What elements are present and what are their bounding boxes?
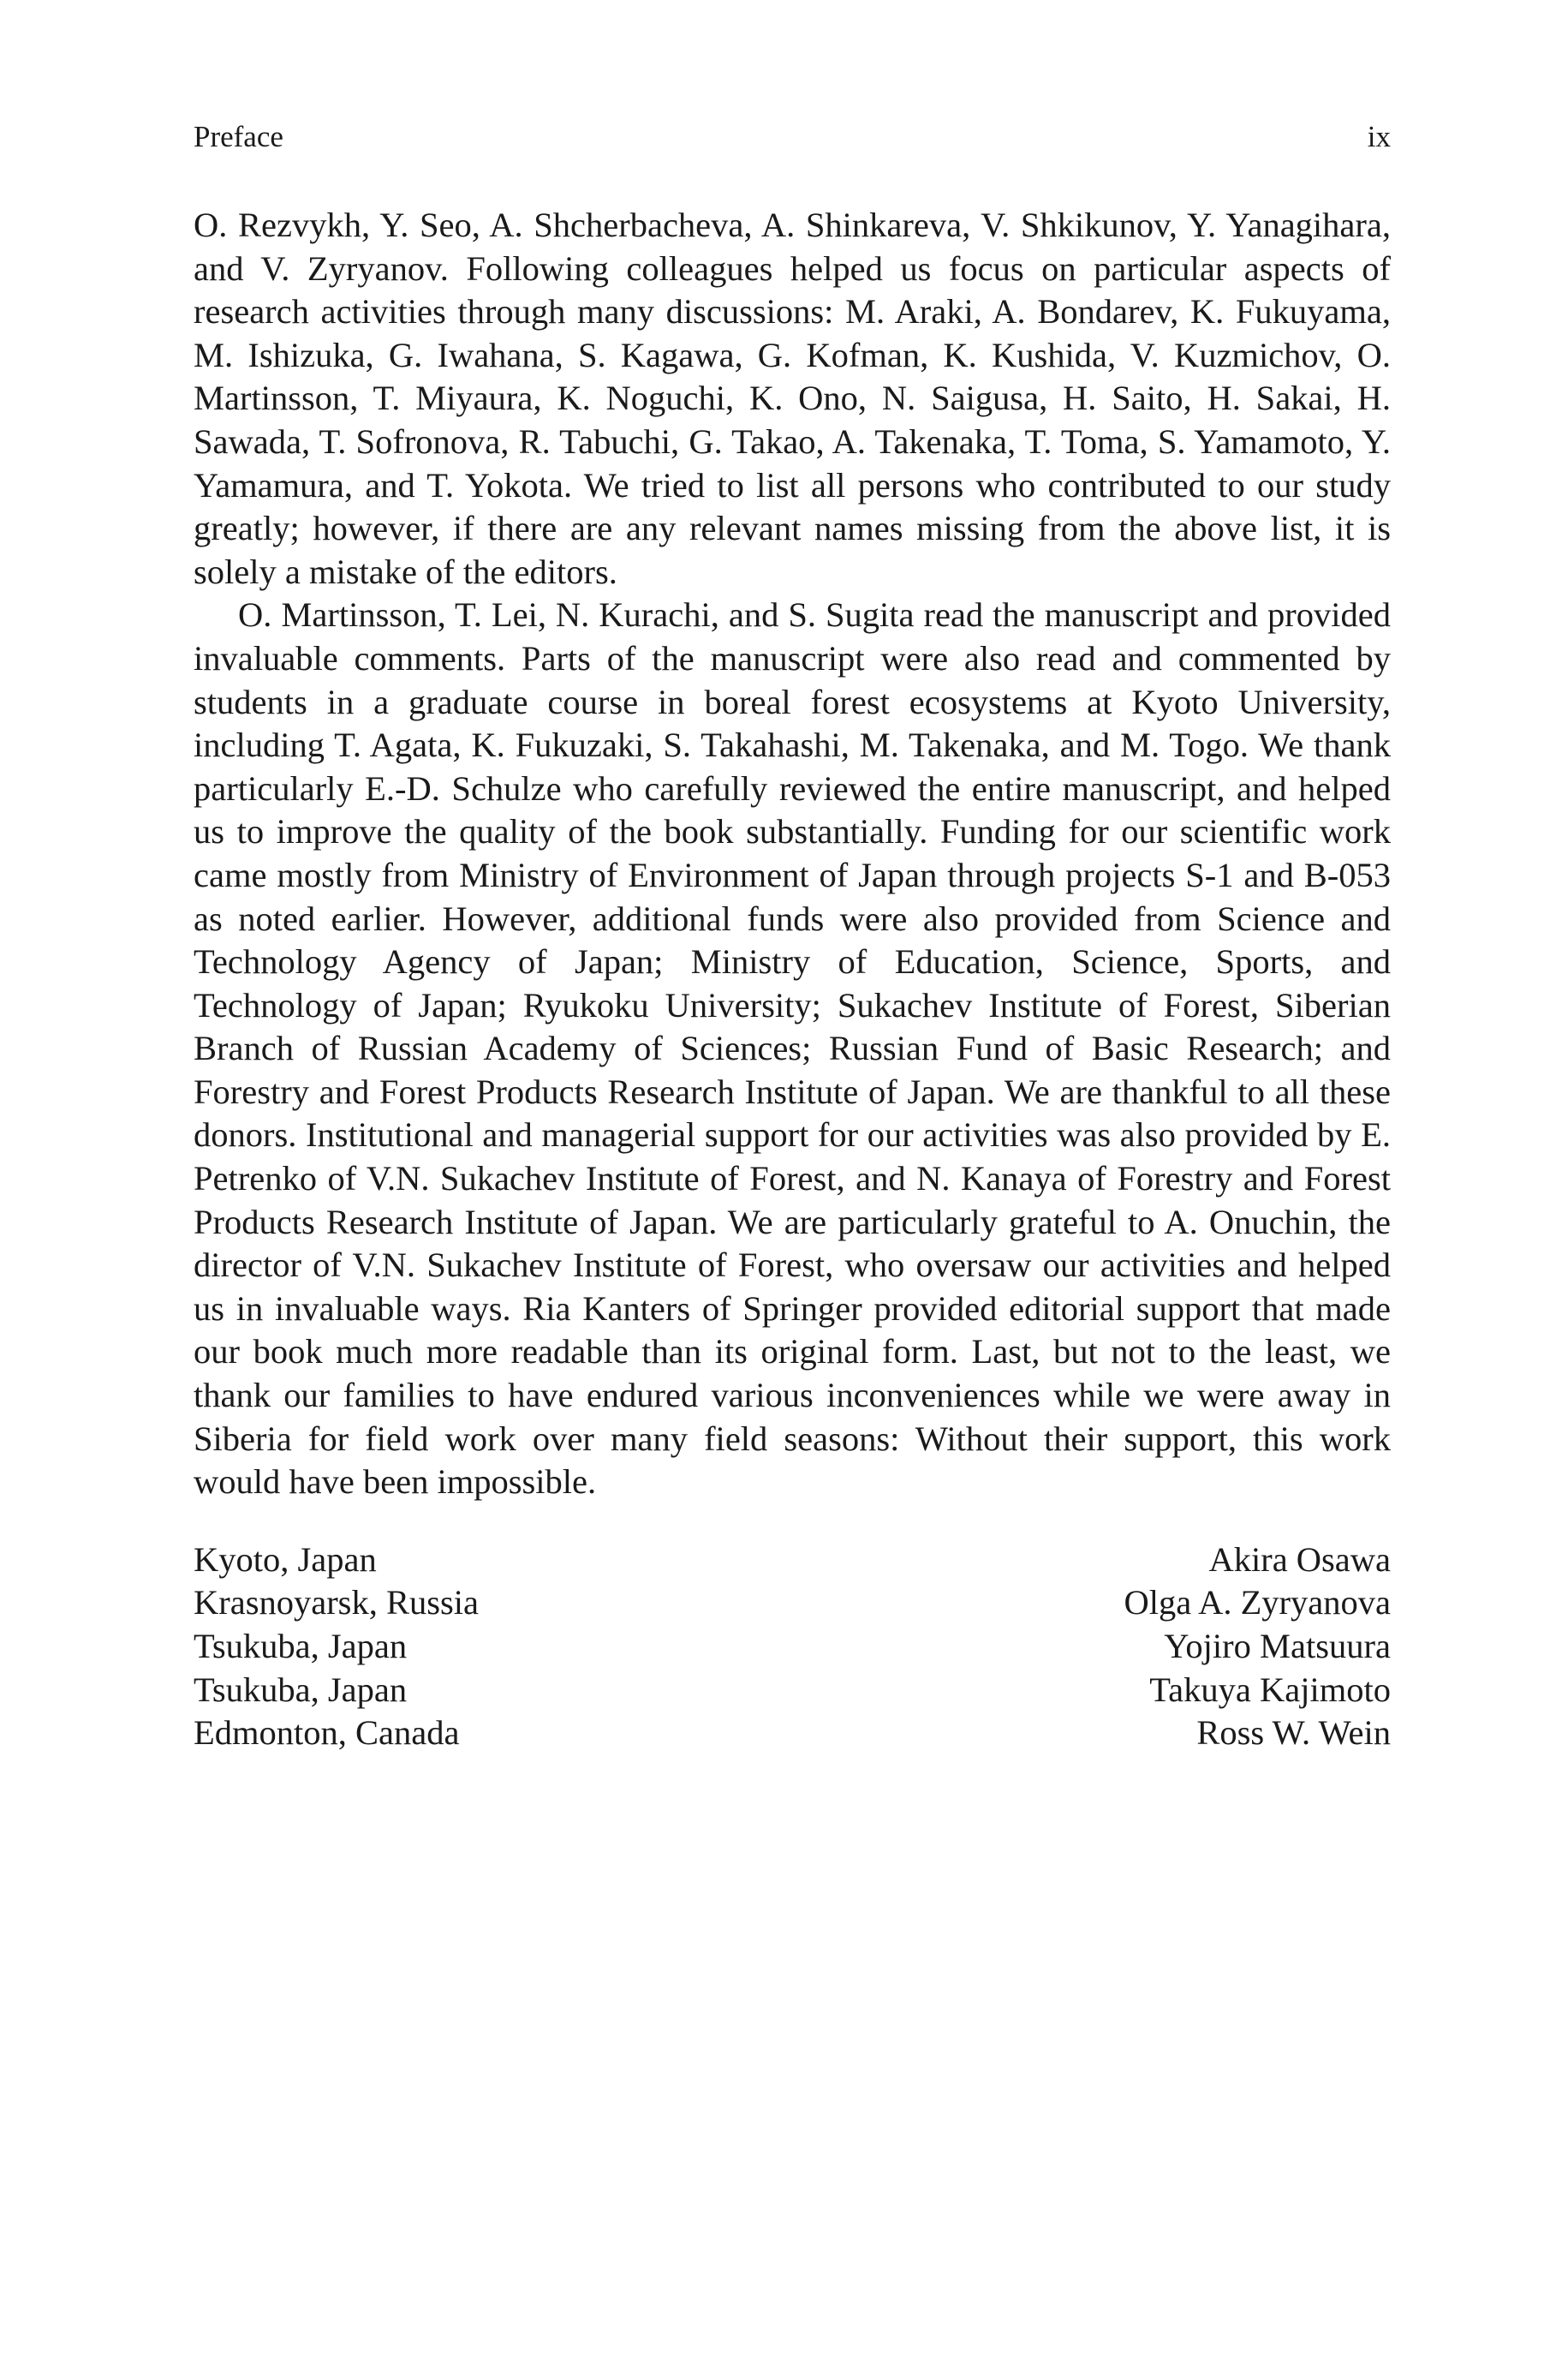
signature-name: Olga A. Zyryanova	[1124, 1583, 1391, 1622]
signature-location: Edmonton, Canada	[194, 1713, 460, 1753]
signature-name: Ross W. Wein	[1196, 1713, 1391, 1753]
running-head	[194, 120, 1391, 154]
signature-row	[194, 1712, 1391, 1755]
signature-block	[194, 1539, 1391, 1755]
section-title: Preface	[194, 120, 283, 153]
signature-location: Kyoto, Japan	[194, 1539, 377, 1579]
page-number: ix	[1367, 120, 1391, 153]
paragraph-funding-support: O. Martinsson, T. Lei, N. Kurachi, and S. Sugita read the manuscript and provided invaluable comments. Parts of the manuscript were also read and commented by students in a graduate course in boreal forest ecosystems at Kyoto University, including T. Agata, K. Fukuzaki, S. Takahashi, M. Takenaka, and M. Togo. We thank particularly E.-D. Schulze who carefully reviewed the entire manuscript, and helped us to improve the quality of the book substantially. Funding for our scientific work came mostly from Ministry of Environment of Japan through projects S-1 and B-053 as noted earlier. However, additional funds were also provided from Science and Technology Agency of Japan; Ministry of Education, Science, Sports, and Technology of Japan; Ryukoku University; Sukachev Institute of Forest, Siberian Branch of Russian Academy of Sciences; Russian Fund of Basic Research; and Forestry and Forest Products Research Institute of Japan. We are thankful to all these donors. Institutional and managerial support for our activities was also provided by E. Petrenko of V.N. Sukachev Institute of Forest, and N. Kanaya of Forestry and Forest Products Research Institute of Japan. We are particularly grateful to A. Onuchin, the director of V.N. Sukachev Institute of Forest, who oversaw our activities and helped us in invaluable ways. Ria Kanters of Springer provided editorial support that made our book much more readable than its original form. Last, but not to the least, we thank our families to have endured various inconveniences while we were away in Siberia for field work over many field seasons: Without their support, this work would have been impossible.	[194, 595, 1391, 1502]
signature-location: Krasnoyarsk, Russia	[194, 1583, 479, 1622]
signature-location: Tsukuba, Japan	[194, 1627, 408, 1665]
signature-row	[194, 1539, 1391, 1582]
signature-row	[194, 1581, 1391, 1625]
signature-location: Tsukuba, Japan	[194, 1670, 408, 1709]
signature-row	[194, 1625, 1391, 1669]
signature-name: Akira Osawa	[1208, 1539, 1391, 1579]
page	[194, 120, 1391, 1755]
paragraph-acknowledgements-continued: O. Rezvykh, Y. Seo, A. Shcherbacheva, A. Shinkareva, V. Shkikunov, Y. Yanagihara, and V. Zyryanov. Following colleagues helped us focus on particular aspects of research activities through many discussions: M. Araki, A. Bondarev, K. Fukuyama, M. Ishizuka, G. Iwahana, S. Kagawa, G. Kofman, K. Kushida, V. Kuzmichov, O. Martinsson, T. Miyaura, K. Noguchi, K. Ono, N. Saigusa, H. Saito, H. Sakai, H. Sawada, T. Sofronova, R. Tabuchi, G. Takao, A. Takenaka, T. Toma, S. Yamamoto, Y. Yamamura, and T. Yokota. We tried to list all persons who contributed to our study greatly; however, if there are any relevant names missing from the above list, it is solely a mistake of the editors.	[194, 206, 1391, 591]
signature-name: Takuya Kajimoto	[1149, 1670, 1391, 1709]
body-text	[194, 204, 1391, 1504]
signature-name: Yojiro Matsuura	[1164, 1627, 1391, 1665]
signature-row	[194, 1669, 1391, 1712]
